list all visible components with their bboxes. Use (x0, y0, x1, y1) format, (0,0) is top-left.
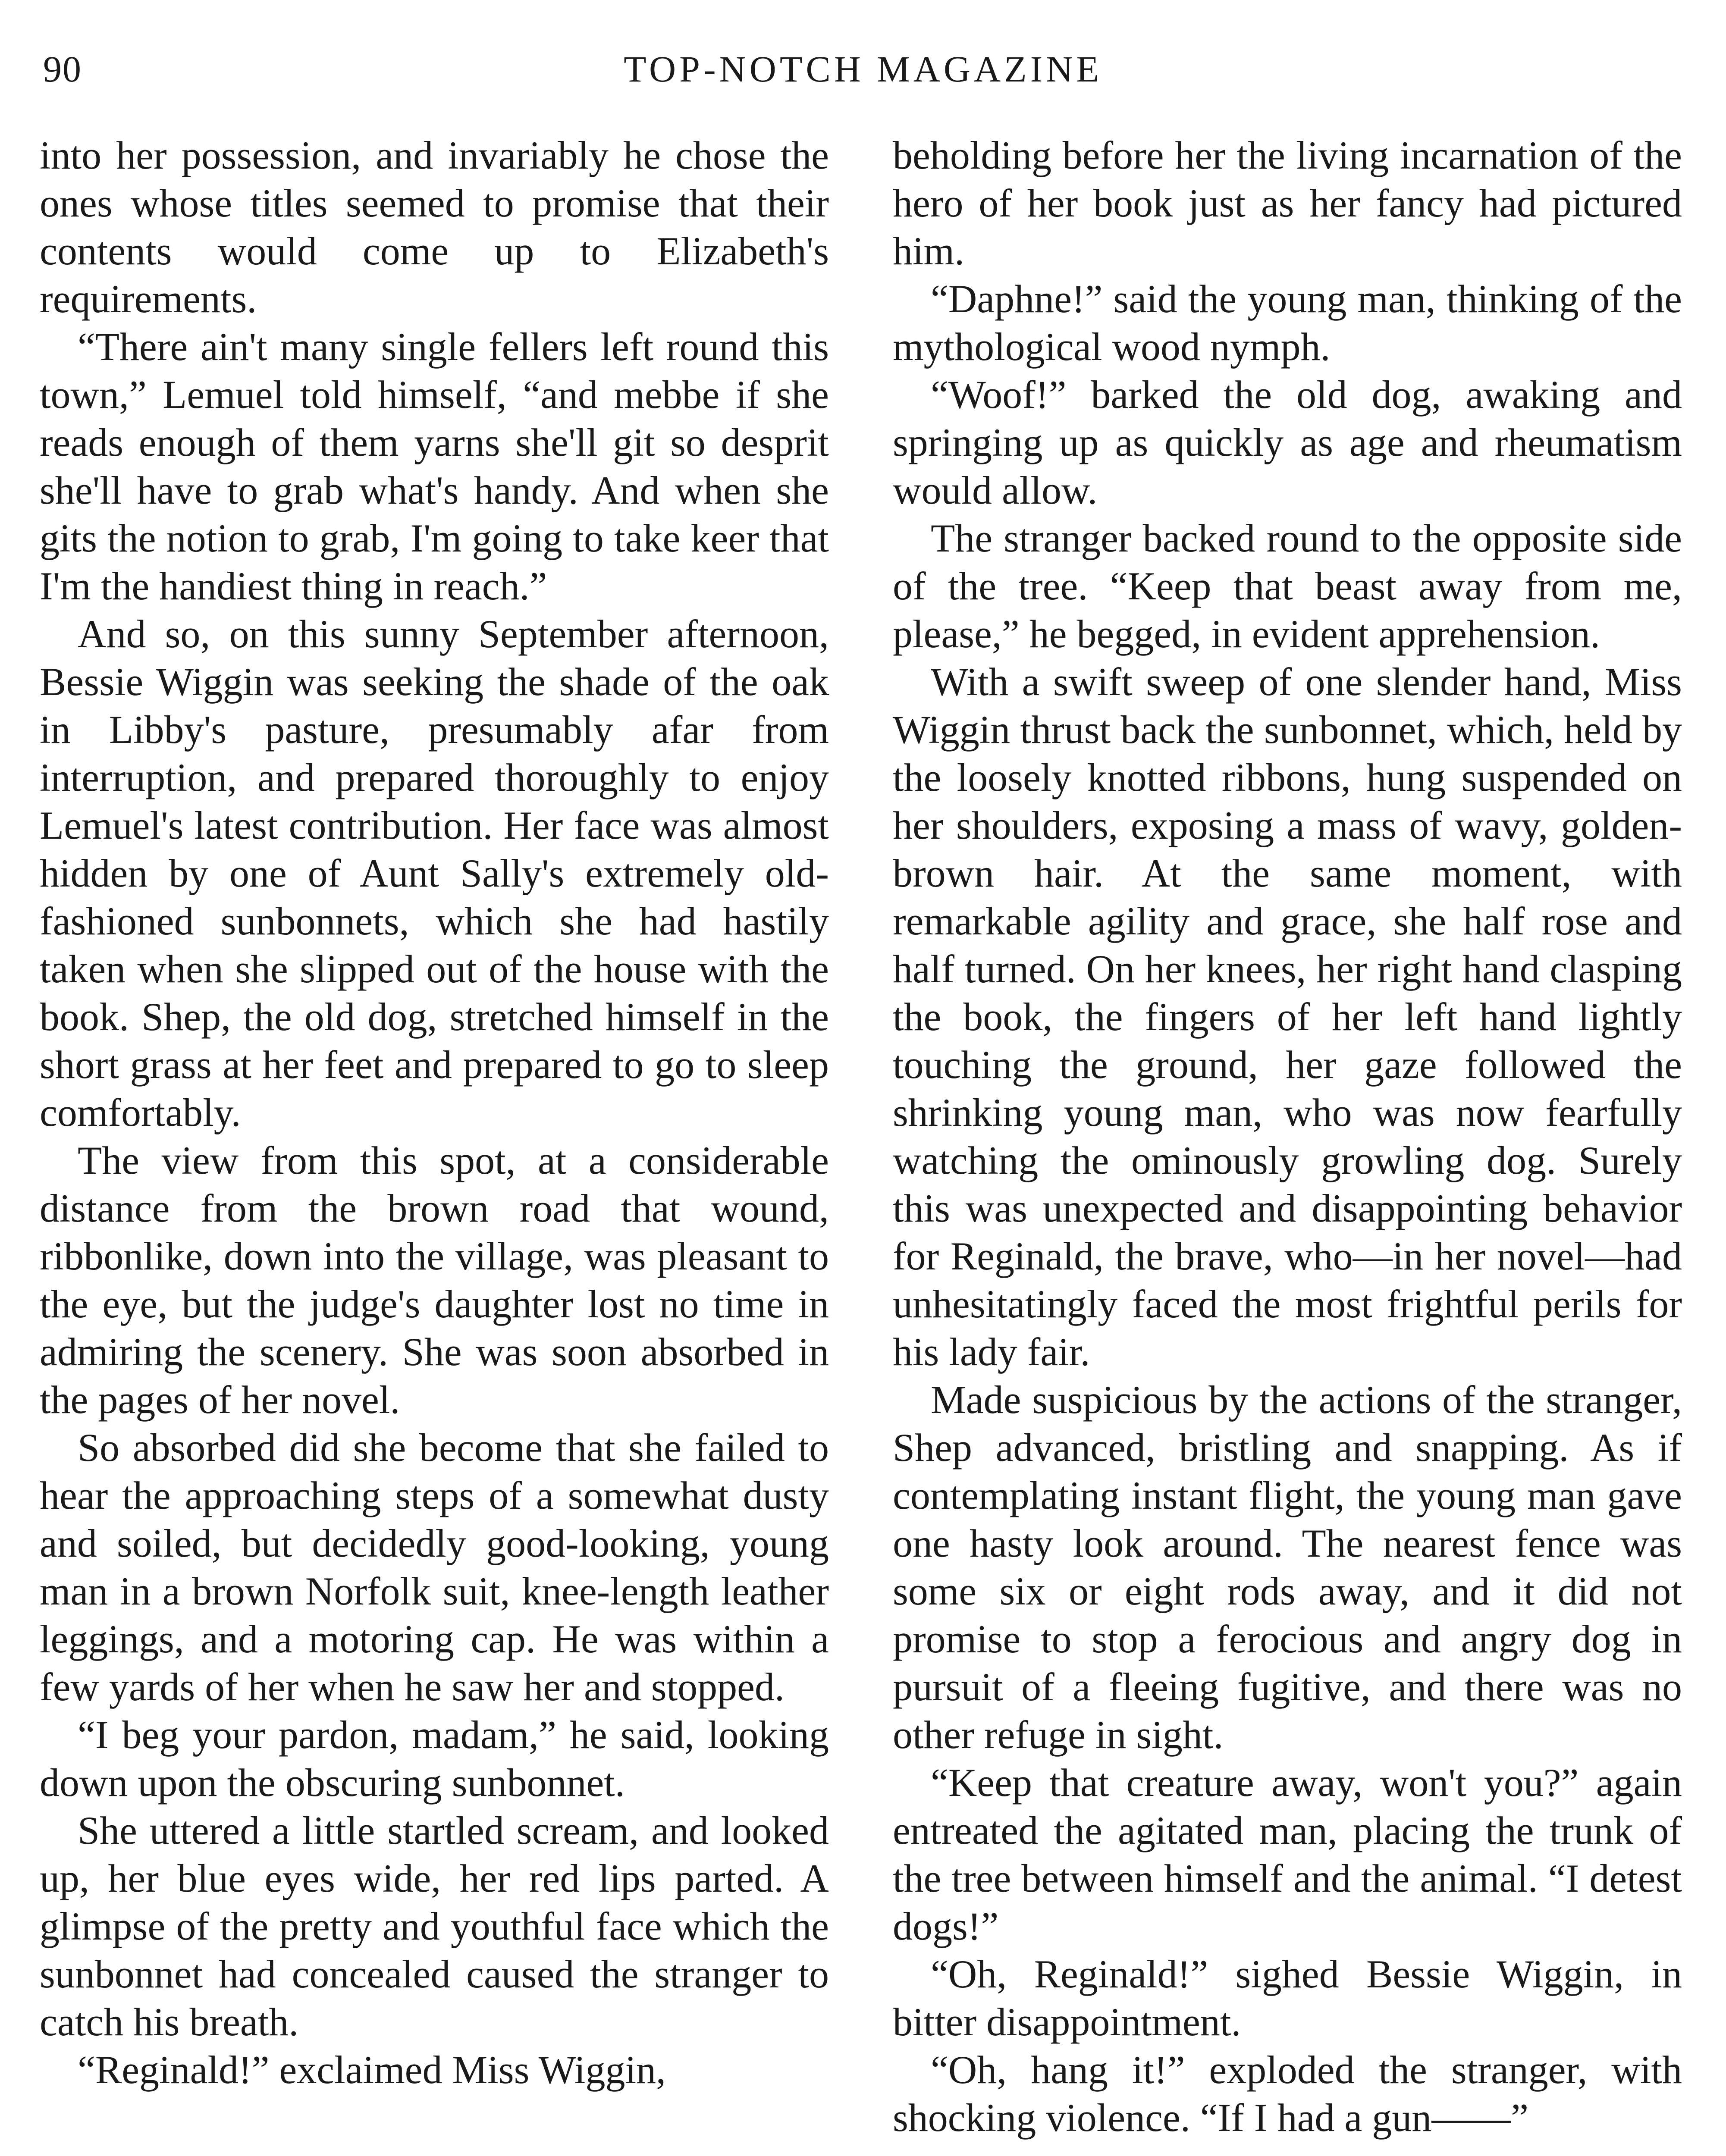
paragraph: into her possession, and invariably he chose the ones whose titles seemed to promise that their contents would come up to Elizabeth's requirements. (40, 133, 829, 321)
paragraph: The view from this spot, at a considerable distance from the brown road that wound, ribbonlike, down into the village, was pleasant to the eye, but the judge's daughter lost no time in admiring the scenery. She was soon absorbed in the pages of her novel. (40, 1138, 829, 1422)
paragraph: “Daphne!” said the young man, thinking of the mythological wood nymph. (893, 277, 1682, 369)
paragraph: “Oh, Reginald!” sighed Bessie Wiggin, in bitter disappointment. (893, 1952, 1682, 2044)
paragraph: She uttered a little startled scream, and looked up, her blue eyes wide, her red lips parted. A glimpse of the pretty and youthful face which the sunbonnet had concealed caused the stranger to catch his breath. (40, 1808, 829, 2044)
paragraph: “Oh, hang it!” exploded the stranger, with shocking violence. “If I had a gun——” (893, 2048, 1682, 2140)
paragraph: “I beg your pardon, madam,” he said, looking down upon the obscuring sunbonnet. (40, 1713, 829, 1805)
paragraph: The stranger backed round to the opposite side of the tree. “Keep that beast away from me, please,” he begged, in evident apprehension. (893, 516, 1682, 656)
right-column (893, 132, 1682, 2142)
paragraph: So absorbed did she become that she failed to hear the approaching steps of a somewhat dusty and soiled, but decidedly good-looking, young man in a brown Norfolk suit, knee-length leather leggings, and a motoring cap. He was within a few yards of her when he saw her and stopped. (40, 1426, 829, 1709)
paragraph: Made suspicious by the actions of the stranger, Shep advanced, bristling and snapping. As if contemplating instant flight, the young man gave one hasty look around. The nearest fence was some six or eight rods away, and it did not promise to stop a ferocious and angry dog in pursuit of a fleeing fugitive, and there was no other refuge in sight. (893, 1378, 1682, 1757)
paragraph: beholding before her the living incarnation of the hero of her book just as her fancy had pictured him. (893, 133, 1682, 273)
paragraph: “There ain't many single fellers left round this town,” Lemuel told himself, “and mebbe if she reads enough of them yarns she'll git so desprit she'll have to grab what's handy. And when she gits the notion to grab, I'm going to take keer that I'm the handiest thing in reach.” (40, 325, 829, 608)
paragraph: “Woof!” barked the old dog, awaking and springing up as quickly as age and rheumatism would allow. (893, 373, 1682, 512)
running-head: TOP-NOTCH MAGAZINE (624, 48, 1102, 90)
left-column (40, 132, 829, 2094)
paragraph: “Reginald!” exclaimed Miss Wiggin, (78, 2048, 666, 2092)
paragraph: And so, on this sunny September afternoon, Bessie Wiggin was seeking the shade of the oak in Libby's pasture, presumably afar from interruption, and prepared thoroughly to enjoy Lemuel's latest contribution. Her face was almost hidden by one of Aunt Sally's extremely old-fashioned sunbonnets, which she had hastily taken when she slipped out of the house with the book. Shep, the old dog, stretched himself in the short grass at her feet and prepared to go to sleep comfortably. (40, 612, 829, 1134)
page-number: 90 (43, 48, 82, 90)
paragraph: “Keep that creature away, won't you?” again entreated the agitated man, placing the trunk of the tree between himself and the animal. “I detest dogs!” (893, 1761, 1682, 1948)
paragraph: With a swift sweep of one slender hand, Miss Wiggin thrust back the sunbonnet, which, held by the loosely knotted ribbons, hung suspended on her shoulders, exposing a mass of wavy, golden-brown hair. At the same moment, with remarkable agility and grace, she half rose and half turned. On her knees, her right hand clasping the book, the fingers of her left hand lightly touching the ground, her gaze followed the shrinking young man, who was now fearfully watching the ominously growling dog. Surely this was unexpected and disappointing behavior for Reginald, the brave, who—in her novel—had unhesitatingly faced the most frightful perils for his lady fair. (893, 660, 1682, 1374)
